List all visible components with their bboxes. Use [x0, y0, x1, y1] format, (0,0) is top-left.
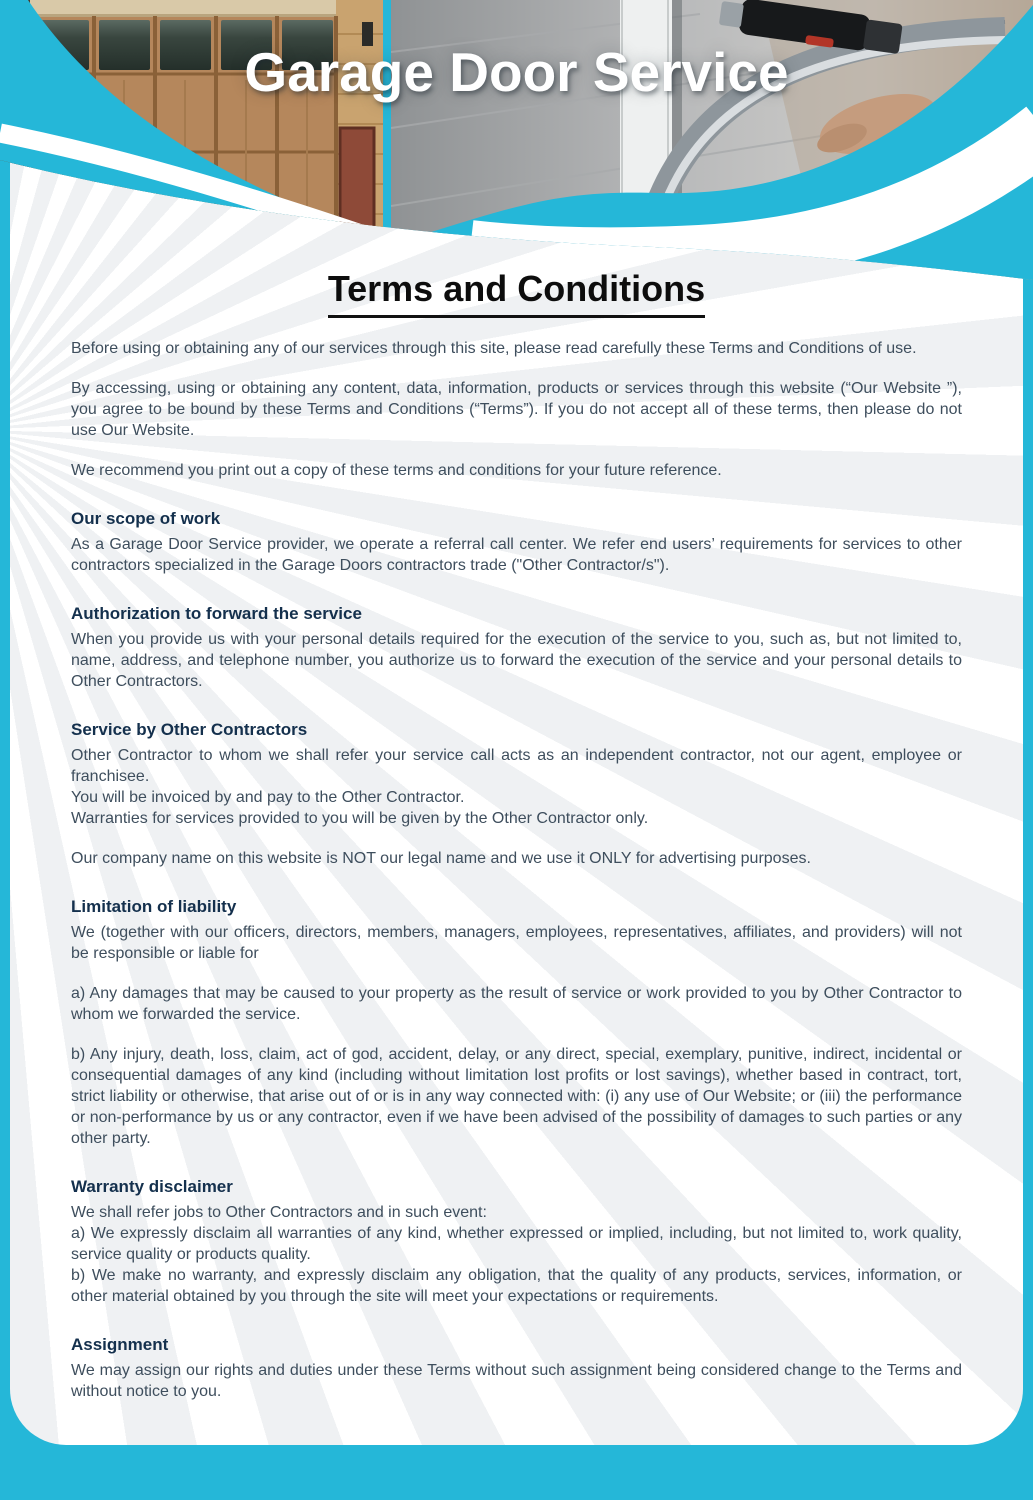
- paragraph: [71, 338, 962, 359]
- paragraph: [71, 629, 962, 692]
- paragraph: [71, 378, 962, 441]
- paragraph: [71, 1360, 962, 1402]
- section-heading: Limitation of liability: [71, 897, 237, 916]
- banner: [0, 0, 1033, 300]
- paragraph: [71, 1044, 962, 1149]
- paragraph-line: a) We expressly disclaim all warranties of any kind, whether expressed or implied, including, but not limited to, work quality, service quality or products quality.: [71, 1225, 962, 1263]
- section-heading: Warranty disclaimer: [71, 1177, 233, 1196]
- paragraph-line: Other Contractor to whom we shall refer your service call acts as an independent contractor, not our agent, employee or franchisee.: [71, 747, 962, 785]
- paragraph: [71, 983, 962, 1025]
- paragraph-line: When you provide us with your personal details required for the execution of the service to you, such as, but not limited to, name, address, and telephone number, you authorize us to forward the execution of the service and your personal details to Other Contractors.: [71, 631, 962, 690]
- paragraph-line: By accessing, using or obtaining any content, data, information, products or services through this website (“Our Website ”), you agree to be bound by these Terms and Conditions (“Terms”). If you do not accept all of these terms, then please do not use Our Website.: [71, 380, 962, 439]
- section-heading: Service by Other Contractors: [71, 720, 308, 739]
- document-body: [71, 338, 962, 1402]
- banner-art: [0, 0, 1033, 300]
- paragraph-line: b) Any injury, death, loss, claim, act of god, accident, delay, or any direct, special, exemplary, punitive, indirect, incidental or consequential damages of any kind (including without limitation lost profits or lost savings), whether based in contract, tort, strict liability or otherwise, that arise out of or is in any way connected with: (i) any use of Our Website; or (iii) the performance or non-performance by us or any contractor, even if we have been advised of the possibility of damages to such parties or any other party.: [71, 1046, 962, 1147]
- paragraph: [71, 848, 962, 869]
- paragraph-line: a) Any damages that may be caused to your property as the result of service or work provided to you by Other Contractor to whom we forwarded the service.: [71, 985, 962, 1023]
- paragraph: [71, 1202, 962, 1307]
- section-heading: Our scope of work: [71, 509, 221, 528]
- paragraph-line: Before using or obtaining any of our services through this site, please read carefully these Terms and Conditions of use.: [71, 340, 917, 357]
- paragraph: [71, 534, 962, 576]
- paragraph-line: We shall refer jobs to Other Contractors and in such event:: [71, 1204, 487, 1221]
- paragraph-line: We may assign our rights and duties under these Terms without such assignment being considered change to the Terms and without notice to you.: [71, 1362, 962, 1400]
- section-heading: Assignment: [71, 1335, 169, 1354]
- paragraph-line: Warranties for services provided to you will be given by the Other Contractor only.: [71, 810, 649, 827]
- banner-title: Garage Door Service: [244, 41, 789, 103]
- paragraph: [71, 460, 962, 481]
- paragraph-line: We recommend you print out a copy of these terms and conditions for your future reference.: [71, 462, 722, 479]
- paragraph-line: You will be invoiced by and pay to the Other Contractor.: [71, 789, 465, 806]
- paragraph-line: b) We make no warranty, and expressly disclaim any obligation, that the quality of any products, services, information, or other material obtained by you through the site will meet your expectations or requirements.: [71, 1267, 962, 1305]
- section-heading: Authorization to forward the service: [71, 604, 362, 623]
- page-title-text: Terms and Conditions: [328, 268, 705, 318]
- paragraph-line: As a Garage Door Service provider, we operate a referral call center. We refer end users’ requirements for services to other contractors specialized in the Garage Doors contractors trade ("Other Contractor/s").: [71, 536, 962, 574]
- paragraph: [71, 745, 962, 829]
- door-windows: [38, 20, 333, 70]
- paragraph: [71, 922, 962, 964]
- paragraph-line: Our company name on this website is NOT our legal name and we use it ONLY for advertising purposes.: [71, 850, 811, 867]
- paragraph-line: We (together with our officers, directors, members, managers, employees, representatives, affiliates, and providers) will not be responsible or liable for: [71, 924, 962, 962]
